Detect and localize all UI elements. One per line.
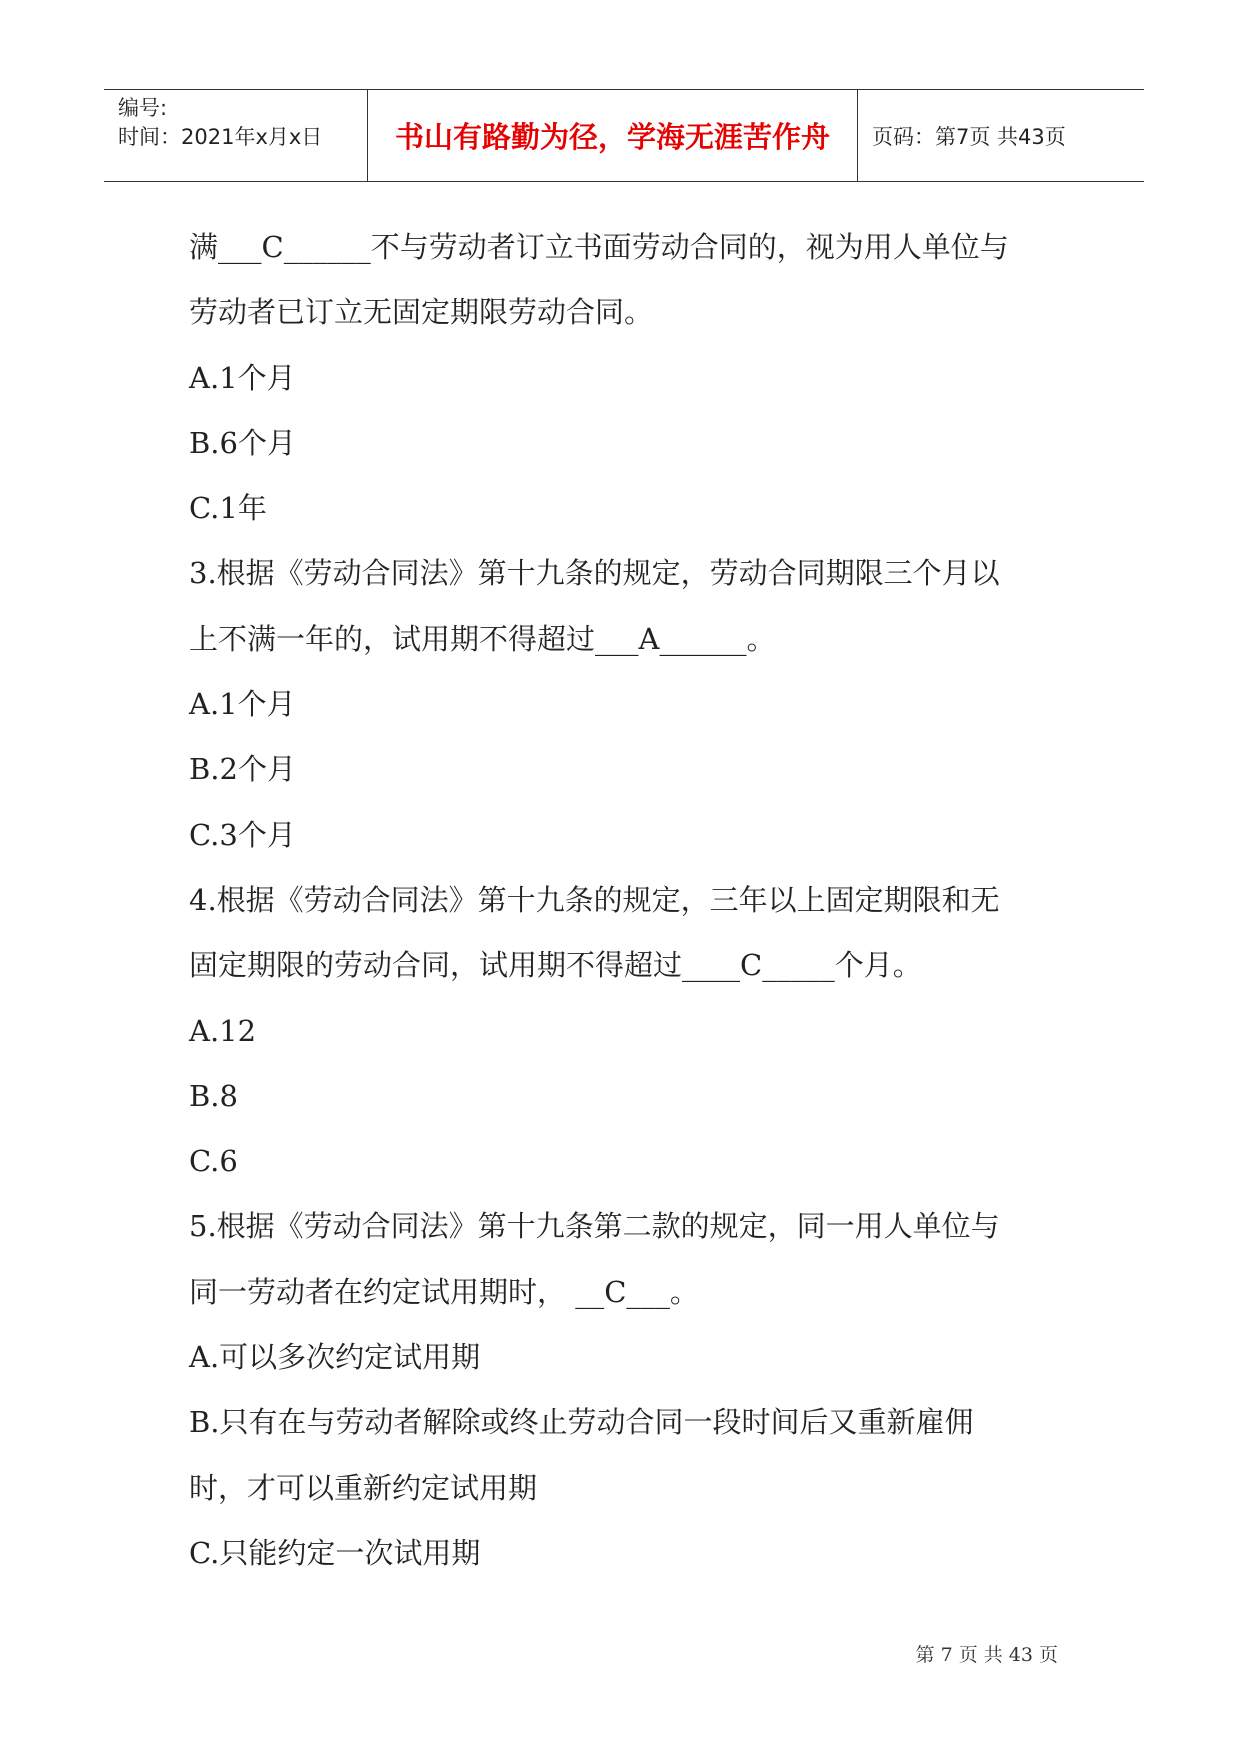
question-line: 上不满一年的，试用期不得超过___A______。 <box>189 621 776 656</box>
page-header <box>104 89 1144 182</box>
question-line: 5.根据《劳动合同法》第十九条第二款的规定，同一用人单位与 <box>189 1209 1000 1244</box>
answer-option: A.1个月 <box>189 360 296 395</box>
answer-option: C.3个月 <box>189 817 296 852</box>
body-line: 满___C______不与劳动者订立书面劳动合同的，视为用人单位与 <box>189 230 1009 264</box>
answer-option: A.1个月 <box>189 687 296 722</box>
body-line: 劳动者已订立无固定期限劳动合同。 <box>189 295 654 330</box>
answer-option: C.6 <box>189 1144 238 1179</box>
header-page-info: 页码：第7页 共43页 <box>872 124 1066 149</box>
answer-option: B.6个月 <box>189 425 296 460</box>
answer-option: A.12 <box>189 1013 257 1048</box>
answer-option: A.可以多次约定试用期 <box>189 1340 481 1375</box>
answer-option: C.只能约定一次试用期 <box>189 1535 481 1570</box>
answer-option: 时，才可以重新约定试用期 <box>189 1470 538 1505</box>
answer-option: B.2个月 <box>189 752 296 787</box>
document-body <box>189 215 1069 1586</box>
header-meta <box>104 90 368 181</box>
answer-option: B.只有在与劳动者解除或终止劳动合同一段时间后又重新雇佣 <box>189 1405 974 1440</box>
question-line: 4.根据《劳动合同法》第十九条的规定，三年以上固定期限和无 <box>189 882 1000 917</box>
document-number-label: 编号: <box>118 96 168 120</box>
answer-option: B.8 <box>189 1078 238 1113</box>
question-line: 固定期限的劳动合同，试用期不得超过____C_____个月。 <box>189 948 922 983</box>
answer-option: C.1年 <box>189 491 267 526</box>
page-footer: 第 7 页 共 43 页 <box>915 1644 1058 1666</box>
document-time: 时间：2021年x月x日 <box>118 125 323 149</box>
header-motto: 书山有路勤为径，学海无涯苦作舟 <box>368 90 858 181</box>
question-line: 3.根据《劳动合同法》第十九条的规定，劳动合同期限三个月以 <box>189 556 1000 591</box>
question-line: 同一劳动者在约定试用期时， __C___。 <box>189 1274 699 1309</box>
